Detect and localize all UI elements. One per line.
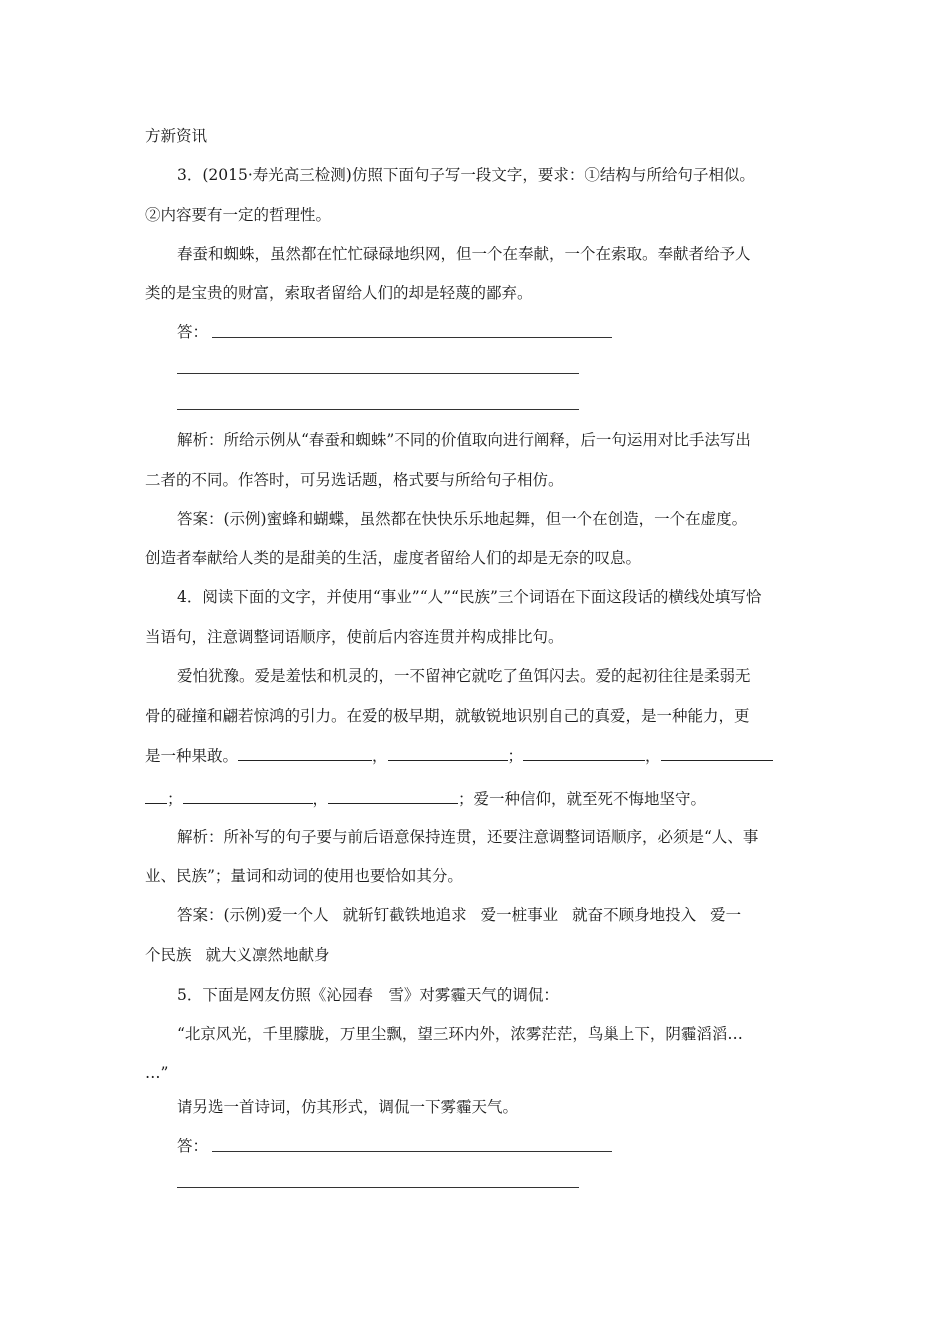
punct-comma: ， bbox=[645, 747, 661, 765]
q4-analysis-line2: 业、民族”；量词和动词的使用也要恰如其分。 bbox=[145, 867, 463, 885]
q4-stem-line2: 当语句，注意调整词语顺序，使前后内容连贯并构成排比句。 bbox=[145, 628, 564, 646]
fill-blank-2[interactable] bbox=[388, 746, 508, 761]
q3-answer-line-2[interactable] bbox=[177, 373, 579, 374]
q4-key-part: 答案：(示例)爱一个人 bbox=[177, 906, 329, 924]
q5-answer-line-2[interactable] bbox=[177, 1187, 579, 1188]
punct-semicolon: ； bbox=[167, 790, 183, 808]
q4-passage-line4 bbox=[145, 789, 706, 809]
q4-key-line2 bbox=[145, 945, 330, 965]
q3-analysis-line1: 解析：所给示例从“春蚕和蜘蛛”不同的价值取向进行阐释，后一句运用对比手法写出 bbox=[177, 431, 751, 449]
fill-blank-4a[interactable] bbox=[661, 746, 773, 761]
q4-key-part: 就大义凛然地献身 bbox=[205, 946, 330, 964]
q5-quote-line1: “北京风光，千里朦胧，万里尘飘，望三环内外，浓雾茫茫，鸟巢上下，阴霾滔滔… bbox=[177, 1025, 743, 1043]
fill-blank-1[interactable] bbox=[238, 746, 372, 761]
fill-blank-6[interactable] bbox=[328, 789, 458, 804]
q4-key-part: 爱一 bbox=[710, 906, 742, 924]
q3-sample-line2: 类的是宝贵的财富，索取者留给人们的却是轻蔑的鄙弃。 bbox=[145, 284, 533, 302]
q4-key-part: 就斩钉截铁地追求 bbox=[342, 906, 467, 924]
q3-key-line2: 创造者奉献给人类的是甜美的生活，虚度者留给人们的却是无奈的叹息。 bbox=[145, 549, 642, 567]
punct-comma: ， bbox=[312, 790, 329, 808]
q4-key-line1 bbox=[177, 905, 741, 925]
q4-passage-start: 是一种果敢。 bbox=[145, 747, 239, 765]
q5-stem-line1: 5．下面是网友仿照《沁园春 雪》对雾霾天气的调侃： bbox=[177, 986, 559, 1004]
q3-answer-label: 答： bbox=[177, 323, 209, 341]
q3-analysis-line2: 二者的不同。作答时，可另选话题，格式要与所给句子相仿。 bbox=[145, 471, 564, 489]
q4-stem-line1: 4．阅读下面的文字，并使用“事业”“人”“民族”三个词语在下面这段话的横线处填写恰 bbox=[177, 588, 762, 606]
q4-key-part: 个民族 bbox=[145, 946, 192, 964]
q4-passage-end: 爱一种信仰，就至死不悔地坚守。 bbox=[473, 790, 707, 808]
q3-answer-line-1[interactable] bbox=[212, 337, 612, 338]
punct-comma: ， bbox=[372, 747, 388, 765]
continued-text: 方新资讯 bbox=[145, 127, 208, 145]
q3-sample-line1: 春蚕和蜘蛛，虽然都在忙忙碌碌地织网，但一个在奉献，一个在索取。奉献者给予人 bbox=[177, 245, 751, 263]
q5-answer-line-1[interactable] bbox=[212, 1151, 612, 1152]
q4-passage-line3 bbox=[145, 746, 773, 766]
q3-stem-line1: 3．(2015·寿光高三检测)仿照下面句子写一段文字，要求：①结构与所给句子相似。 bbox=[177, 166, 755, 184]
fill-blank-4b[interactable] bbox=[145, 789, 167, 804]
q5-instruction: 请另选一首诗词，仿其形式，调侃一下雾霾天气。 bbox=[177, 1098, 519, 1116]
fill-blank-3[interactable] bbox=[523, 746, 645, 761]
fill-blank-5[interactable] bbox=[183, 789, 313, 804]
q5-answer-label: 答： bbox=[177, 1137, 209, 1155]
q3-stem-line2: ②内容要有一定的哲理性。 bbox=[145, 206, 332, 224]
q3-answer-line-3[interactable] bbox=[177, 409, 579, 410]
punct-semicolon: ； bbox=[458, 790, 474, 808]
q4-passage-line1: 爱怕犹豫。爱是羞怯和机灵的，一不留神它就吃了鱼饵闪去。爱的起初往往是柔弱无 bbox=[177, 667, 751, 685]
q4-analysis-line1: 解析：所补写的句子要与前后语意保持连贯，还要注意调整词语顺序，必须是“人、事 bbox=[177, 828, 759, 846]
q3-key-line1: 答案：(示例)蜜蜂和蝴蝶，虽然都在快快乐乐地起舞，但一个在创造，一个在虚度。 bbox=[177, 510, 748, 528]
q4-key-part: 就奋不顾身地投入 bbox=[572, 906, 697, 924]
q4-passage-line2: 骨的碰撞和翩若惊鸿的引力。在爱的极早期，就敏锐地识别自己的真爱，是一种能力，更 bbox=[145, 707, 750, 725]
q5-quote-line2: …” bbox=[145, 1064, 169, 1082]
punct-semicolon: ； bbox=[507, 747, 524, 765]
q4-key-part: 爱一桩事业 bbox=[480, 906, 559, 924]
